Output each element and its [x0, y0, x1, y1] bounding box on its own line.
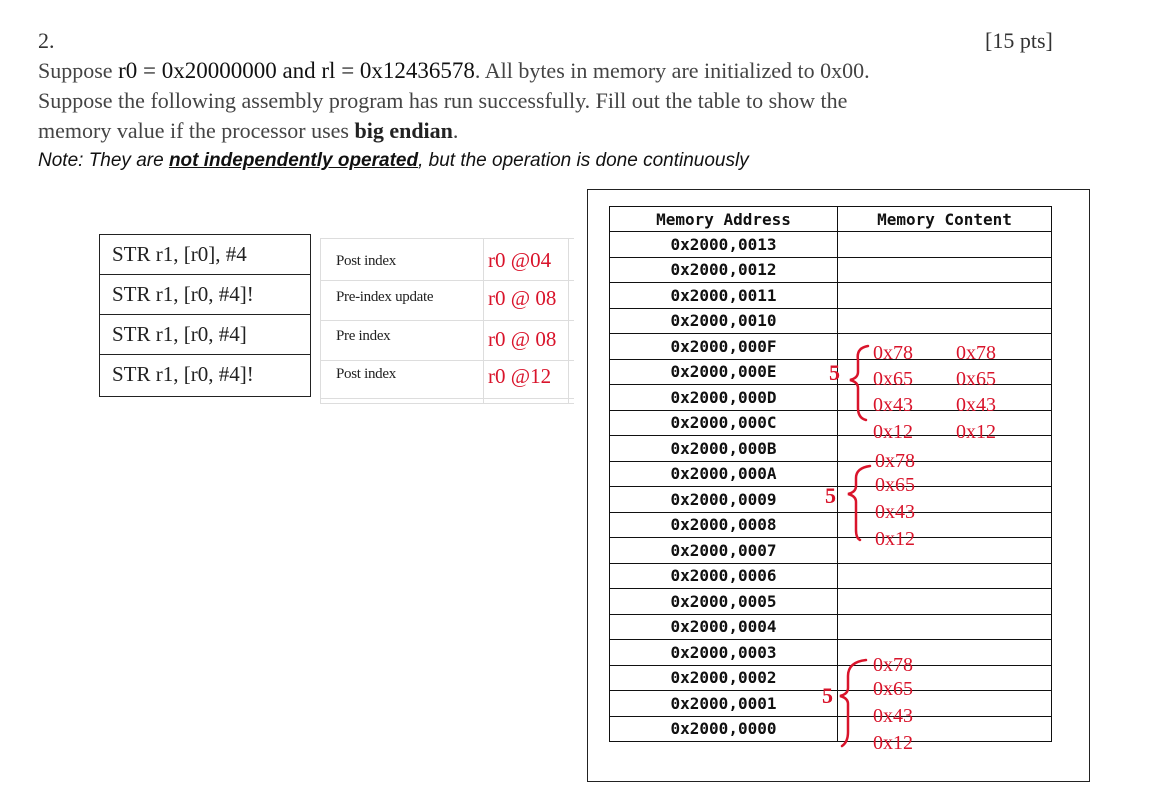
question-line-2: Suppose the following assembly program has run successfully. Fill out the table to show the [38, 88, 848, 113]
addressing-mode: Pre-index update [336, 289, 434, 305]
question-number: 2. [38, 28, 55, 53]
addressing-mode: Post index [336, 366, 396, 382]
memory-address: 0x2000,0011 [610, 283, 838, 309]
memory-address: 0x2000,000F [610, 334, 838, 360]
memory-address: 0x2000,0007 [610, 538, 838, 564]
handwritten-value: 0x12 [875, 528, 915, 550]
r0-annotation: r0 @ 08 [488, 286, 557, 310]
memory-address: 0x2000,000B [610, 436, 838, 462]
memory-address: 0x2000,0006 [610, 563, 838, 589]
brace-mark [850, 346, 868, 420]
question-note: Note: They are not independently operated, but the operation is done continuously [38, 150, 749, 171]
memory-address: 0x2000,0004 [610, 614, 838, 640]
handwritten-value: 0x65 [956, 368, 996, 390]
r0-annotation: r0 @04 [488, 248, 552, 272]
handwritten-value: 0x65 [875, 474, 915, 496]
memory-address: 0x2000,0005 [610, 589, 838, 615]
handwritten-value: 0x78 [875, 450, 915, 472]
instruction-row: STR r1, [r0, #4]! [100, 275, 310, 315]
handwritten-mark: 5 [825, 483, 836, 508]
register-values: r0 = 0x20000000 and rl = 0x12436578 [118, 58, 475, 83]
handwritten-value: 0x12 [873, 732, 913, 754]
addressing-mode: Pre index [336, 328, 391, 344]
handwritten-value: 0x43 [875, 501, 915, 523]
handwritten-value: 0x43 [956, 394, 996, 416]
instruction-row: STR r1, [r0, #4] [100, 315, 310, 355]
handwritten-value: 0x65 [873, 368, 913, 390]
handwritten-value: 0x12 [956, 421, 996, 443]
question-line-1: Suppose r0 = 0x20000000 and rl = 0x12436578. All bytes in memory are initialized to 0x00. [38, 58, 870, 83]
handwritten-value: 0x78 [873, 654, 913, 676]
memory-address: 0x2000,000E [610, 359, 838, 385]
brace-mark [840, 660, 866, 746]
handwritten-value: 0x78 [873, 342, 913, 364]
handwritten-value: 0x65 [873, 678, 913, 700]
question-line-3: memory value if the processor uses big endian. [38, 118, 459, 143]
big-endian-term: big endian [354, 118, 453, 143]
r0-annotation: r0 @12 [488, 364, 552, 388]
memory-address: 0x2000,0008 [610, 512, 838, 538]
handwritten-value: 0x12 [873, 421, 913, 443]
memory-address: 0x2000,0000 [610, 716, 838, 742]
memory-address: 0x2000,0003 [610, 640, 838, 666]
memory-address: 0x2000,000C [610, 410, 838, 436]
handwritten-value: 0x78 [956, 342, 996, 364]
handwritten-mark: 5 [822, 683, 833, 708]
memory-address: 0x2000,0001 [610, 691, 838, 717]
handwritten-value: 0x43 [873, 705, 913, 727]
memory-address: 0x2000,0009 [610, 487, 838, 513]
question-points: [15 pts] [985, 28, 1053, 53]
memory-address: 0x2000,000A [610, 461, 838, 487]
memory-address: 0x2000,0013 [610, 232, 838, 258]
handwritten-value: 0x43 [873, 394, 913, 416]
memory-address-header: Memory Address [610, 207, 838, 232]
memory-content-header: Memory Content [838, 207, 1052, 232]
brace-mark [848, 466, 870, 540]
instruction-row: STR r1, [r0, #4]! [112, 362, 254, 386]
memory-address: 0x2000,0010 [610, 308, 838, 334]
memory-address: 0x2000,0002 [610, 665, 838, 691]
r0-annotation: r0 @ 08 [488, 327, 557, 351]
instruction-row: STR r1, [r0], #4 [100, 235, 310, 275]
memory-address: 0x2000,0012 [610, 257, 838, 283]
memory-address: 0x2000,000D [610, 385, 838, 411]
handwritten-mark: 5 [829, 360, 840, 385]
addressing-mode: Post index [336, 253, 396, 269]
